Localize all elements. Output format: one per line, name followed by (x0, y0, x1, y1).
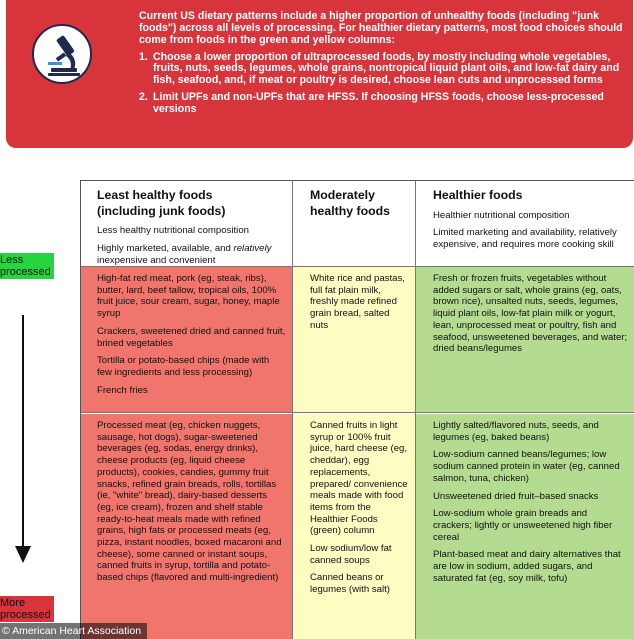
title-line: Moderately (310, 188, 375, 202)
list-number: 2. (139, 91, 148, 104)
healthier-header (416, 181, 634, 267)
moderately-healthy-header (293, 181, 415, 267)
list-number: 1. (139, 50, 148, 63)
healthier-more-processed-cell (416, 414, 634, 639)
sub2-part: inexpensive and convenient (97, 254, 216, 266)
banner-intro: Current US dietary patterns include a higher proportion of unhealthy foods (including "junk foods") across all levels of processing. For healthier dietary patterns, most food choices should come from foods in the green and yellow columns: (139, 10, 623, 46)
list-text: Choose a lower proportion of ultraprocessed foods, by mostly including whole vegetables, fruits, nuts, seeds, legumes, whole grains, nontropical liquid plant oils, and low-fat dairy and fish, seafood, and, if meat or poultry is desired, choose lean cuts and unprocessed forms (153, 50, 620, 87)
title-line: Least healthy foods (97, 188, 213, 202)
list-item: Tortilla or potato-based chips (made with few ingredients and less processing) (97, 355, 270, 378)
moderately-healthy-title (310, 188, 409, 219)
healthier-sub1: Healthier nutritional composition (433, 209, 570, 221)
more-processed-line1: More (0, 597, 26, 609)
list-item: Lightly salted/flavored nuts, seeds, and legumes (eg, baked beans) (433, 420, 599, 443)
list-item: French fries (97, 384, 148, 396)
banner-text (139, 11, 625, 121)
copyright-credit: © American Heart Association (0, 623, 147, 639)
list-item: White rice and pastas, full fat plain milk, freshly made refined grain bread, salted nuts (310, 273, 405, 331)
least-healthy-less-processed-cell (81, 267, 292, 413)
microscope-icon (32, 24, 92, 84)
moderately-healthy-less-processed-cell (293, 267, 415, 413)
list-item: Fresh or frozen fruits, vegetables without added sugars or salt, whole grains (eg, oats, brown rice), unsalted nuts, seeds, legumes, liquid plant oils, low-fat plain milk or yogurt, lean, unprocessed meat or poultry, fish and seafood, unsweetened beverages, and water; dried beans/legumes (433, 273, 628, 355)
healthier-less-processed-cell (416, 267, 634, 413)
processing-arrow-line (22, 315, 24, 548)
least-healthy-more-processed-cell (81, 414, 292, 639)
least-healthy-sub1: Less healthy nutritional composition (97, 225, 249, 237)
less-processed-line1: Less (0, 254, 24, 266)
list-item: Low-sodium whole grain breads and crackers; lightly or unsweetened high fiber cereal (433, 508, 613, 543)
more-processed-line2: processed (0, 609, 51, 622)
food-classification-table (80, 180, 634, 639)
more-processed-label (0, 596, 54, 622)
list-text: Limit UPFs and non-UPFs that are HFSS. If choosing HFSS foods, choose less-processed versions (153, 91, 604, 116)
list-item: Canned fruits in light syrup or 100% fruit juice, hard cheese (eg, cheddar), egg replacements, prepared/ convenience meals made with food items from the Healthier Foods (green) column (310, 420, 408, 537)
sub2-emphasis: relatively (233, 243, 272, 255)
less-processed-line2: processed (0, 266, 51, 279)
banner-list-item (139, 92, 625, 116)
list-item: High-fat red meat, pork (eg, steak, ribs), butter, lard, beef tallow, tropical oils, 100% fruit juice, sour cream, sugar, honey, maple syrup (97, 273, 280, 320)
moderately-healthy-more-processed-cell (293, 414, 415, 639)
title-line: (including junk foods) (97, 203, 226, 218)
banner-list (139, 52, 625, 116)
banner-list-item (139, 52, 625, 88)
least-healthy-column (81, 181, 293, 639)
list-item: Low sodium/low fat canned soups (310, 543, 392, 566)
less-processed-label (0, 253, 54, 279)
least-healthy-sub2 (97, 243, 286, 266)
title-line: healthy foods (310, 203, 390, 218)
healthier-title: Healthier foods (433, 188, 523, 202)
info-banner (6, 0, 633, 148)
list-item: Unsweetened dried fruit–based snacks (433, 490, 599, 502)
healthier-sub2: Limited marketing and availability, relatively expensive, and requires more cooking skill (433, 227, 617, 251)
healthier-column (416, 181, 634, 639)
least-healthy-title (97, 188, 286, 219)
list-item: Canned beans or legumes (with salt) (310, 572, 390, 596)
list-item: Processed meat (eg, chicken nuggets, sausage, hot dogs), sugar-sweetened beverages (eg, sodas, energy drinks), cheese products (eg, liquid cheese products), cookies, candies, gummy fruit snacks, refined grain breads, rolls, tortillas (ie, "white" bread), dairy-based desserts (eg, ice cream), frozen and shelf stable ready-to-heat meals made with refined grains, high fats or processed meats (eg, pizza, instant noodles, boxed macaroni and cheese), some canned or instant soups, canned fruits in syrup, tortilla and potato-based chips (flavored and multi-ingredient) (97, 420, 282, 584)
moderately-healthy-column (293, 181, 416, 639)
least-healthy-header (81, 181, 292, 267)
sub2-part: Highly marketed, available, and (97, 243, 231, 255)
list-item: Low-sodium canned beans/legumes; low sodium canned protein in water (eg, canned salmon, tuna, chicken) (433, 449, 620, 484)
list-item: Crackers, sweetened dried and canned fruit, brined vegetables (97, 325, 286, 349)
arrow-down-icon (15, 546, 31, 563)
list-item: Plant-based meat and dairy alternatives that are low in sodium, added sugars, and saturated fat (eg, soy milk, tofu) (433, 549, 621, 584)
